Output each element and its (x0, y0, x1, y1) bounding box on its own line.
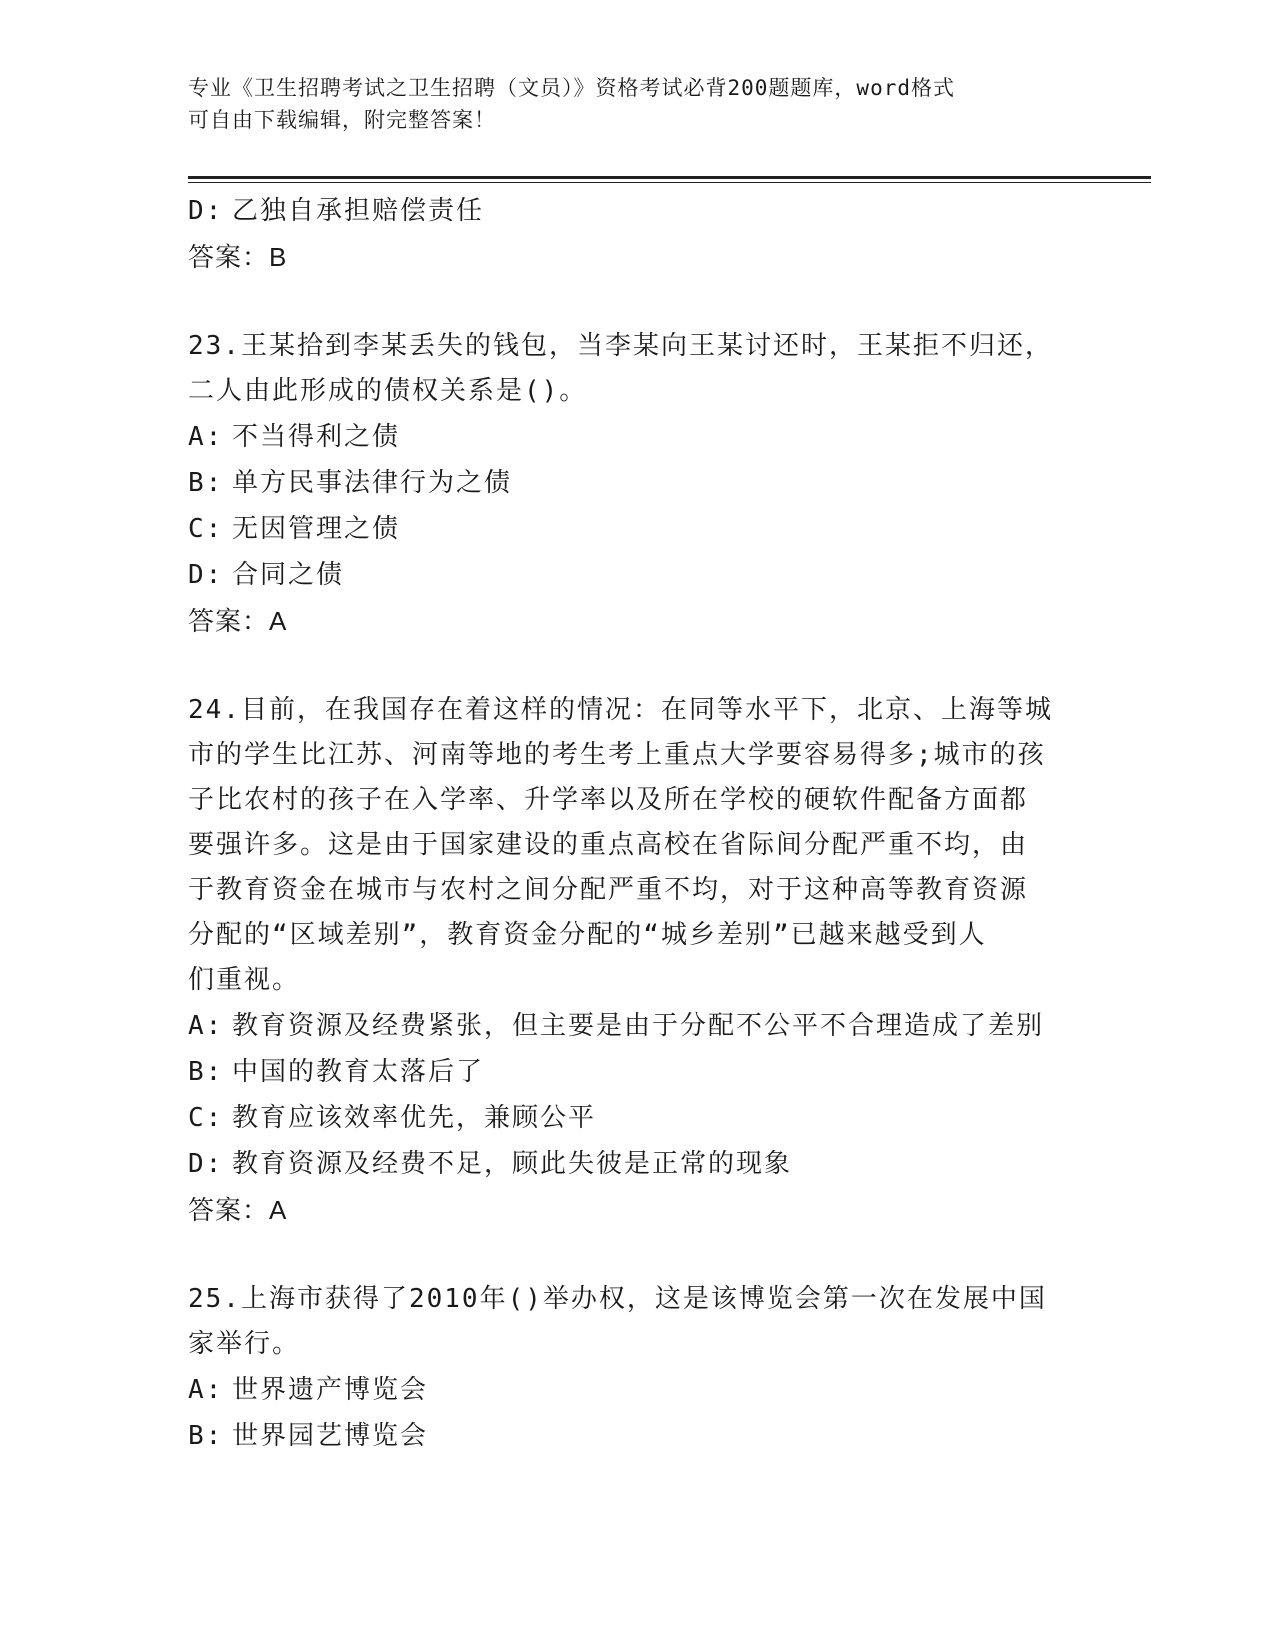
option-text: 教育资源及经费紧张，但主要是由于分配不公平不合理造成了差别 (232, 1011, 1045, 1041)
document-body (188, 188, 1088, 1459)
q23-option-a (188, 414, 1088, 460)
stem-line: 家举行。 (188, 1329, 301, 1359)
option-text: 中国的教育太落后了 (232, 1057, 485, 1087)
option-text: 单方民事法律行为之债 (232, 468, 513, 498)
option-text: 不当得利之债 (232, 422, 401, 452)
header-rule-thin (188, 182, 1151, 183)
option-text: 世界园艺博览会 (232, 1421, 429, 1451)
document-header (188, 72, 1068, 136)
stem-line: 25.上海市获得了2010年()举办权，这是该博览会第一次在发展中国 (188, 1284, 1047, 1314)
option-letter: D: (188, 560, 224, 590)
stem-line: 23.王某拾到李某丢失的钱包，当李某向王某讨还时，王某拒不归还， (188, 331, 1053, 361)
q24-option-d (188, 1141, 1088, 1187)
q25-option-a (188, 1367, 1088, 1413)
option-letter: A: (188, 1011, 224, 1041)
q23-option-b (188, 460, 1088, 506)
q24-answer: 答案：A (188, 1195, 288, 1225)
option-letter: B: (188, 468, 224, 498)
option-text: 世界遗产博览会 (232, 1375, 429, 1405)
header-line-1: 专业《卫生招聘考试之卫生招聘（文员）》资格考试必背200题题库，word格式 (188, 76, 955, 100)
q24-option-a (188, 1003, 1088, 1049)
q24-option-b (188, 1049, 1088, 1095)
prev-option-d (188, 188, 1088, 234)
prev-answer: 答案：B (188, 242, 288, 272)
stem-line: 市的学生比江苏、河南等地的考生考上重点大学要容易得多;城市的孩 (188, 740, 1046, 770)
question-25-stem (188, 1277, 1088, 1367)
option-text: 教育应该效率优先，兼顾公平 (232, 1103, 597, 1133)
option-letter: B: (188, 1057, 224, 1087)
question-24-stem (188, 688, 1088, 1003)
q23-option-d (188, 552, 1088, 598)
option-letter: C: (188, 1103, 224, 1133)
option-letter: D: (188, 196, 224, 226)
option-text: 合同之债 (232, 560, 345, 590)
q25-option-b (188, 1413, 1088, 1459)
option-text: 乙独自承担赔偿责任 (232, 196, 485, 226)
header-rule-thick (188, 176, 1151, 179)
option-text: 教育资源及经费不足，顾此失彼是正常的现象 (232, 1149, 793, 1179)
stem-line: 子比农村的孩子在入学率、升学率以及所在学校的硬软件配备方面都 (188, 785, 1029, 815)
option-letter: A: (188, 422, 224, 452)
stem-line: 24.目前，在我国存在着这样的情况：在同等水平下，北京、上海等城 (188, 695, 1053, 725)
q24-option-c (188, 1095, 1088, 1141)
q23-answer: 答案：A (188, 606, 288, 636)
option-text: 无因管理之债 (232, 514, 401, 544)
stem-line: 们重视。 (188, 965, 301, 995)
stem-line: 于教育资金在城市与农村之间分配严重不均，对于这种高等教育资源 (188, 875, 1029, 905)
stem-line: 要强许多。这是由于国家建设的重点高校在省际间分配严重不均，由 (188, 830, 1029, 860)
option-letter: B: (188, 1421, 224, 1451)
stem-line: 二人由此形成的债权关系是()。 (188, 376, 588, 406)
option-letter: D: (188, 1149, 224, 1179)
option-letter: A: (188, 1375, 224, 1405)
stem-line: 分配的“区域差别”，教育资金分配的“城乡差别”已越来越受到人 (188, 920, 987, 950)
question-23-stem (188, 324, 1088, 414)
q23-option-c (188, 506, 1088, 552)
option-letter: C: (188, 514, 224, 544)
header-line-2: 可自由下载编辑，附完整答案！ (188, 108, 496, 132)
